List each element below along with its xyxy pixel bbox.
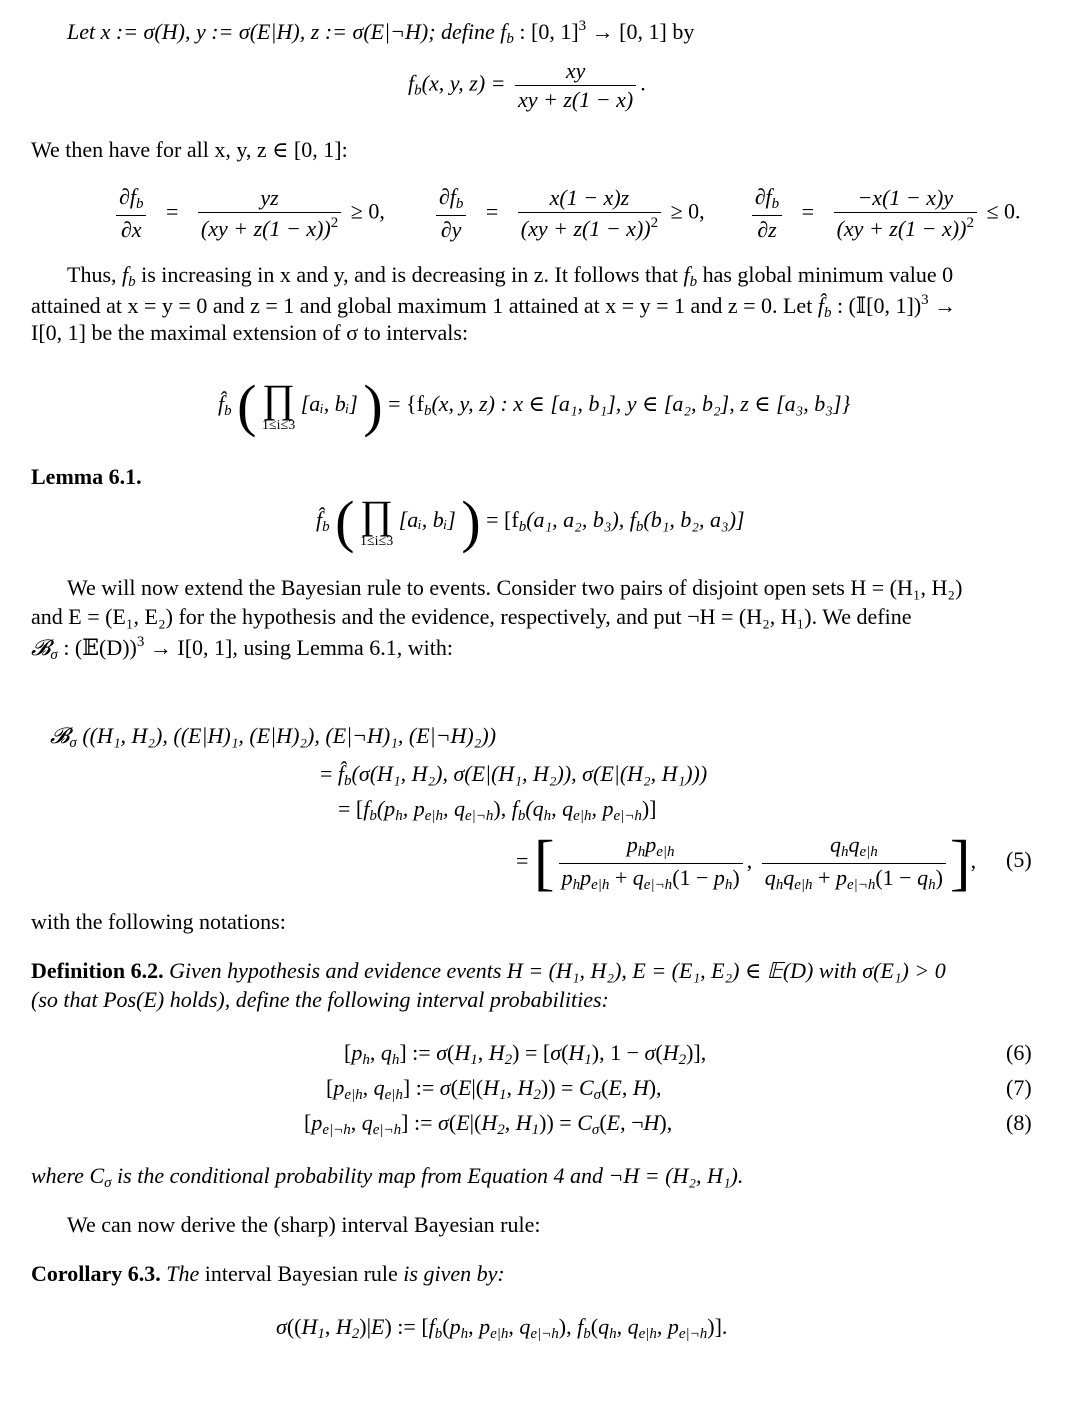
eq8: [$p_{e|\neg h}$, $q_{e|\neg h}$] := $\sigma(E|(H_2$, $H_1)) = C_\sigma(E$, ¬H), bbox=[304, 1110, 673, 1138]
extend-line-3: 𝓑$_\sigma$ : (𝔼(D))$^3$ → I[0, 1], using Lemma 6.1, with: bbox=[31, 634, 453, 663]
with-notations: with the following notations: bbox=[31, 909, 286, 934]
eq7-number: (7) bbox=[1006, 1075, 1032, 1100]
extend-line-1: We will now extend the Bayesian rule to events. Consider two pairs of disjoint open sets H = (H₁, H₂) bbox=[67, 575, 963, 600]
eq8-number: (8) bbox=[1006, 1110, 1032, 1135]
we-then-have: We then have for all x, y, z ∈ [0, 1]: bbox=[31, 137, 348, 162]
eq-lemma-6-1: $f̂_b$ ( ∏ 1≤i≤3 [aᵢ, bᵢ] ) = [$f_b(a_1$, a₂, b₃), $f_b(b_1$, b₂, a₃)] bbox=[316, 489, 745, 554]
thus-line-3: I[0, 1] be the maximal extension of σ to intervals: bbox=[31, 320, 469, 345]
eq-hat-fb-definition: $f̂_b$ ( ∏ 1≤i≤3 [aᵢ, bᵢ] ) = {$f_b(x$, y, z) : x ∈ [a₁, b₁], y ∈ [a₂, b₂], z ∈ [a₃, b₃]} bbox=[218, 373, 851, 438]
extend-line-2: and E = (E₁, E₂) for the hypothesis and the evidence, respectively, and put ¬H = (H₂, H₁). We define bbox=[31, 604, 912, 629]
definition-line-2: (so that Pos(E) holds), define the following interval probabilities: bbox=[31, 987, 609, 1012]
eq5-line-2: = $f̂_b(\sigma(H_1$, H₂), σ(E|(H₁, H₂)), σ(E|(H₂, H₁))) bbox=[320, 761, 708, 789]
we-can-now: We can now derive the (sharp) interval Bayesian rule: bbox=[67, 1212, 541, 1237]
intro-line: Let x := σ(H), y := σ(E|H), z := σ(E|¬H); define $f_b$ : [0, 1]$^3$ → [0, 1] by bbox=[67, 18, 695, 47]
corollary-equation: $\sigma((H_1$, $H_2)|E$) := [$f_b(p_h$, $p_{e|h}$, $q_{e|\neg h}$), $f_b(q_h$, $q_{e|h}$, $p_{e|\neg h}$)]. bbox=[276, 1314, 728, 1342]
where-line: where $C_\sigma$ is the conditional probability map from Equation 4 and ¬H = (H₂, H₁). bbox=[31, 1163, 744, 1191]
eq5-line-1: 𝓑$_\sigma$ ((H₁, H₂), ((E|H)₁, (E|H)₂), (E|¬H)₁, (E|¬H)₂)) bbox=[50, 723, 497, 751]
eq-fb-definition: $f_b(x$, y, z) = $\frac{xy}{xy + z(1 - x)}$ . bbox=[408, 58, 646, 112]
eq5-line-3: = [$f_b(p_h$, $p_{e|h}$, $q_{e|\neg h}$), $f_b(q_h$, $q_{e|h}$, $p_{e|\neg h}$)] bbox=[338, 796, 657, 824]
eq7: [$p_{e|h}$, $q_{e|h}$] := $\sigma(E|(H_1$, $H_2)) = C_\sigma(E$, H), bbox=[326, 1075, 662, 1103]
thus-line-1: Thus, $f_b$ is increasing in x and y, and is decreasing in z. It follows that $f_b$ has global minimum value 0 bbox=[67, 262, 954, 290]
lemma-label: Lemma 6.1. bbox=[31, 464, 142, 489]
partial-derivatives: $\frac{\partial f_b}{\partial x}$ = $\frac{yz}{(xy + z(1 - x))^2}$ ≥ 0, $\frac{\partial f_b}{\partial y}$ = $\frac{x(1 - x)z}{(xy + z(1 - x))^2}$ ≥ 0, $\frac{\partial f_b}{\partial z}$ = $\frac{-x(1 - x)y}{(xy + z(1 - x))^2}$ ≤ 0. bbox=[112, 186, 1021, 241]
eq5-number: (5) bbox=[1006, 847, 1032, 872]
eq5-line-4: = [ $p_hp_{e|h}$ $p_hp_{e|h} + q_{e|\neg h}(1 - p_h)$ , $q_hq_{e|h}$ $q_hq_{e|h} + p_{e|\neg h}(1 - q_h)$ ], bbox=[516, 829, 977, 897]
definition-line-1: Definition 6.2. Given hypothesis and evidence events H = (H₁, H₂), E = (E₁, E₂) ∈ 𝔼(D) with σ(E₁) > 0 bbox=[31, 958, 946, 983]
eq6-number: (6) bbox=[1006, 1040, 1032, 1065]
corollary-line: Corollary 6.3. The interval Bayesian rule is given by: bbox=[31, 1261, 505, 1286]
thus-line-2: attained at x = y = 0 and z = 1 and global maximum 1 attained at x = y = 1 and z = 0. Let $f̂_b$ : (𝕀[0, 1])$^3$ → bbox=[31, 292, 957, 321]
eq6: [$p_h$, $q_h$] := $\sigma(H_1$, $H_2) = [\sigma(H_1)$, $1 - \sigma(H_2)$], bbox=[344, 1040, 707, 1068]
